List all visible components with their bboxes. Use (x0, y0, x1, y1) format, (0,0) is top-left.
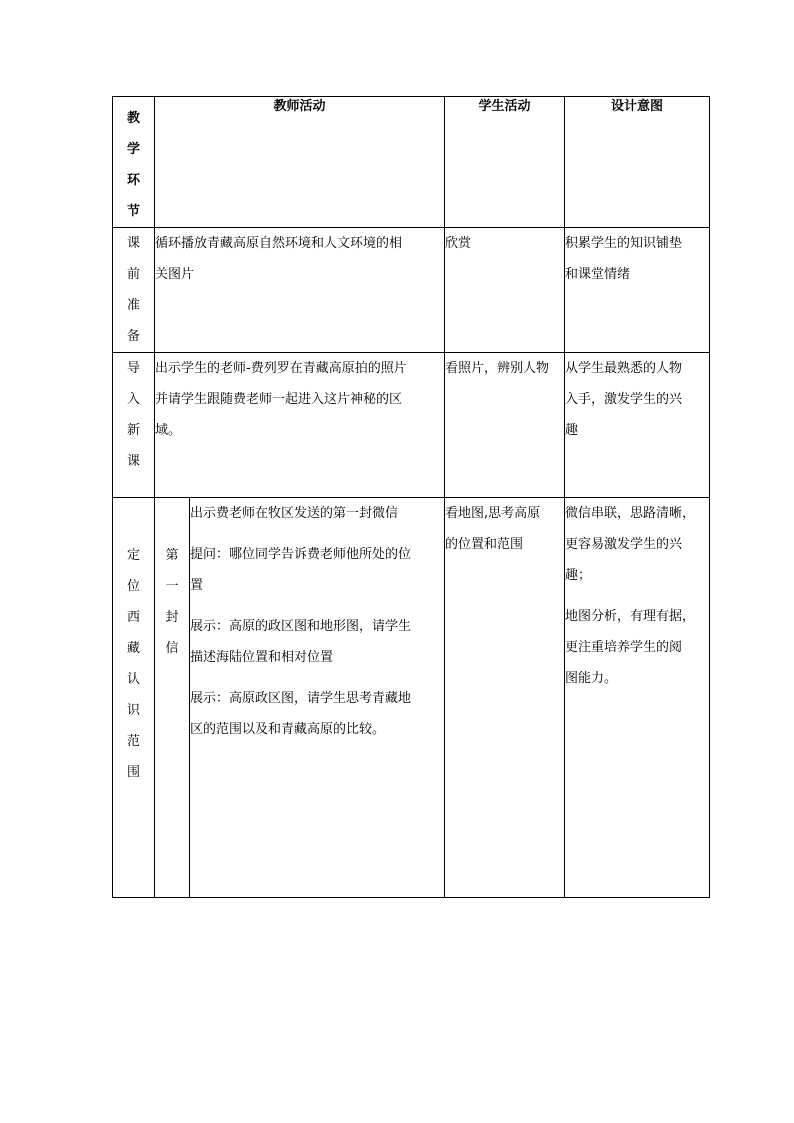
teacher-activity-cell: 出示学生的老师-费列罗在青藏高原拍的照片 并请学生跟随费老师一起进入这片神秘的区 域。 (155, 353, 445, 498)
teacher-activity-cell (190, 498, 445, 898)
design-intent-cell: 积累学生的知识铺垫 和课堂情绪 (565, 228, 710, 353)
lesson-plan-table (112, 96, 710, 898)
stage-cell: 课 前 准 备 (113, 228, 155, 353)
design-paragraph: 地图分析，有理有据， 更注重培养学生的阅 图能力。 (565, 609, 696, 686)
stage-cell: 导 入 新 课 (113, 353, 155, 498)
table-row (113, 353, 710, 498)
table-row (113, 228, 710, 353)
stage-cell: 定 位 西 藏 认 识 范 围 (113, 498, 155, 898)
teacher-activity-cell: 循环播放青藏高原自然环境和人文环境的相 关图片 (155, 228, 445, 353)
design-paragraph: 微信串联，思路清晰， 更容易激发学生的兴 趣； (565, 506, 696, 583)
design-intent-cell: 从学生最熟悉的人物 入手，激发学生的兴 趣 (565, 353, 710, 498)
header-student-activity: 学生活动 (445, 97, 565, 228)
activity-paragraph: 出示费老师在牧区发送的第一封微信 (190, 506, 399, 521)
header-stage: 教 学 环 节 (113, 97, 155, 228)
student-activity-cell: 欣赏 (445, 228, 565, 353)
header-row (113, 97, 710, 228)
activity-paragraph: 提问：哪位同学告诉费老师他所处的位 置 (190, 547, 412, 593)
activity-paragraph: 展示：高原的政区图和地形图，请学生 描述海陆位置和相对位置 (190, 619, 412, 665)
header-teacher-activity: 教师活动 (155, 97, 445, 228)
header-design-intent: 设计意图 (565, 97, 710, 228)
student-activity-cell: 看照片，辨别人物 (445, 353, 565, 498)
table-row (113, 498, 710, 898)
sub-stage-cell: 第 一 封 信 (155, 498, 190, 898)
activity-paragraph: 展示：高原政区图，请学生思考青藏地 区的范围以及和青藏高原的比较。 (190, 691, 412, 737)
student-activity-cell: 看地图,思考高原 的位置和范围 (445, 498, 565, 898)
design-intent-cell (565, 498, 710, 898)
